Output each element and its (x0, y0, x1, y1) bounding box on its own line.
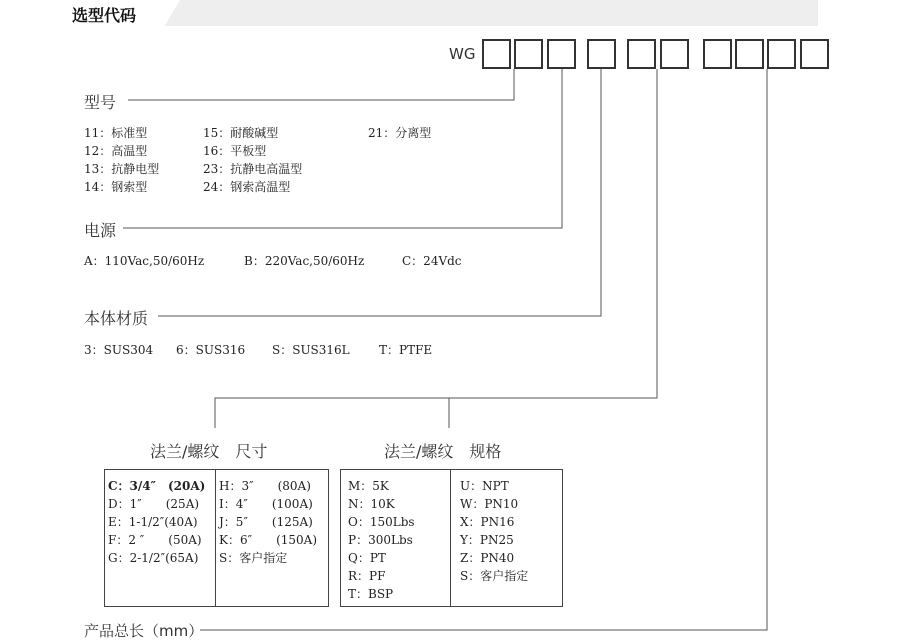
flange-spec-table (340, 469, 563, 607)
material-label: 本体材质 (84, 309, 149, 328)
flange-spec-item: P：300Lbs (348, 533, 413, 547)
flange-spec-item: T：BSP (348, 587, 394, 601)
flange-spec-item: X：PN16 (460, 515, 515, 529)
model-item: 12：高温型 (84, 144, 148, 158)
flange-size-label: 法兰/螺纹 尺寸 (150, 442, 268, 461)
flange-size-item: I：4″ (100A) (219, 497, 313, 511)
model-item: 15：耐酸碱型 (203, 126, 279, 140)
flange-size-item: J：5″ (125A) (219, 515, 313, 529)
connector-flange (215, 69, 657, 428)
flange-size-item: G：2-1/2″(65A) (108, 551, 199, 565)
flange-spec-item: N：10K (348, 497, 395, 511)
flange-spec-item: W：PN10 (460, 497, 519, 511)
length-label: 产品总长（mm） (84, 622, 204, 640)
flange-size-item: H：3″ (80A) (219, 479, 311, 493)
flange-spec-item: U：NPT (460, 479, 509, 493)
material-item: 3：SUS304 (84, 343, 154, 357)
flange-spec-item: Z：PN40 (460, 551, 515, 565)
flange-size-item: S：客户指定 (219, 551, 288, 565)
flange-size-item: D：1″ (25A) (108, 497, 200, 511)
page-title: 选型代码 (72, 6, 137, 25)
flange-size-item: E：1-1/2″(40A) (108, 515, 198, 529)
power-item: A：110Vac,50/60Hz (84, 254, 205, 268)
model-item: 24：钢索高温型 (203, 180, 291, 194)
flange-size-table (104, 469, 329, 607)
material-item: 6：SUS316 (176, 343, 246, 357)
flange-spec-item: S：客户指定 (460, 569, 529, 583)
flange-spec-divider (450, 470, 451, 606)
flange-size-item: C：3/4″ (20A) (108, 479, 206, 493)
power-item: C：24Vdc (402, 254, 462, 268)
flange-spec-item: O：150Lbs (348, 515, 415, 529)
flange-spec-item: Y：PN25 (460, 533, 514, 547)
flange-spec-item: Q：PT (348, 551, 386, 565)
model-label: 型号 (84, 93, 117, 112)
model-item: 21：分离型 (368, 126, 432, 140)
model-item: 13：抗静电型 (84, 162, 160, 176)
flange-spec-item: M：5K (348, 479, 389, 493)
flange-spec-label: 法兰/螺纹 规格 (384, 442, 502, 461)
flange-spec-item: R：PF (348, 569, 386, 583)
flange-size-item: F：2 ″ (50A) (108, 533, 202, 547)
model-item: 14：钢索型 (84, 180, 148, 194)
power-item: B：220Vac,50/60Hz (244, 254, 365, 268)
flange-size-item: K：6″ (150A) (219, 533, 318, 547)
code-prefix: WG (449, 45, 476, 63)
model-item: 11：标准型 (84, 126, 148, 140)
model-item: 23：抗静电高温型 (203, 162, 303, 176)
material-item: S：SUS316L (272, 343, 350, 357)
connector-model (128, 69, 514, 100)
model-item: 16：平板型 (203, 144, 267, 158)
material-item: T：PTFE (379, 343, 433, 357)
power-label: 电源 (84, 221, 117, 240)
flange-size-divider (215, 470, 216, 606)
connector-power (123, 69, 562, 228)
